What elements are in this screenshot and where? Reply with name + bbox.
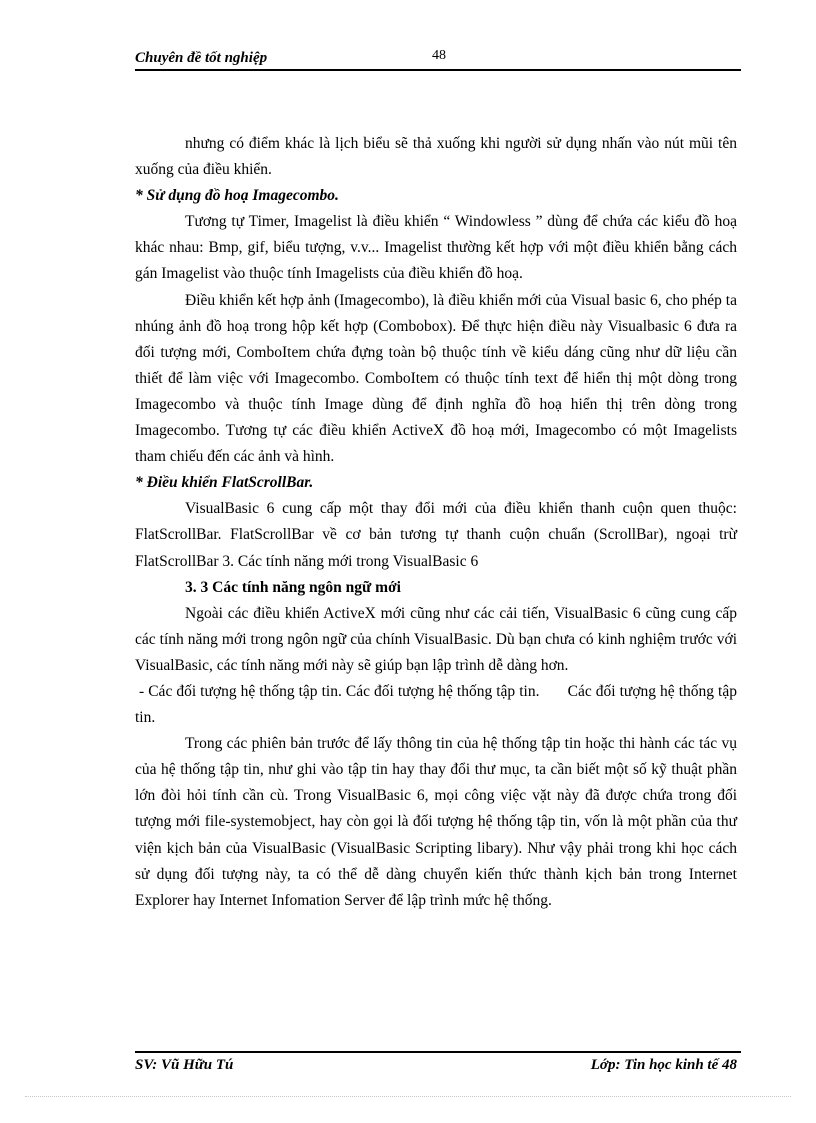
page-header [135,44,741,72]
paragraph-imagelist: Tương tự Timer, Imagelist là điều khiển “ Windowless ” dùng để chứa các kiểu đồ hoạ khác nhau: Bmp, gif, biểu tượng, v.v... Imagelist thường kết hợp với một điều khiển bằng cách gán Imagelist vào thuộc tính Imagelists của điều khiển đồ hoạ. [135,213,737,283]
paragraph-file-system-details: Trong các phiên bản trước để lấy thông tin của hệ thống tập tin hoặc thi hành các tác vụ của hệ thống tập tin, như ghi vào tập tin hay thay đổi thư mục, ta cần biết một số kỹ thuật phần lớn đòi hỏi tính cần cù. Trong VisualBasic 6, mọi công việc vặt này đã được chứa trong đối tượng mới file-systemobject, hay còn gọi là đối tượng hệ thống tập tin, vốn là một phần của thư viện kịch bản của VisualBasic (VisualBasic Scripting libary). Như vậy phải trong khi học cách sử dụng đối tượng này, ta có thể dễ dàng chuyển kiến thức thành kịch bản trong Internet Explorer hay Internet Infomation Server để lập trình mức hệ thống. [135,735,737,909]
section-heading-language-features: 3. 3 Các tính năng ngôn ngữ mới [185,578,401,596]
document-title: Chuyên đề tốt nghiệp [135,50,268,66]
paragraph-imagecombo: Điều khiển kết hợp ảnh (Imagecombo), là điều khiển mới của Visual basic 6, cho phép ta nhúng ảnh đồ hoạ trong hộp kết hợp (Combobox). Để thực hiện điều này Visualbasic 6 đưa ra đối tượng mới, ComboItem chứa đựng toàn bộ thuộc tính về kiểu dáng cũng như dữ liệu cần thiết để làm việc với Imagecombo. ComboItem có thuộc tính text để hiển thị một dòng trong Imagecombo và thuộc tính Image dùng để định nghĩa đồ hoạ hiển thị trên dòng trong Imagecombo. Tương tự các điều khiển ActiveX đồ hoạ mới, Imagecombo có một Imagelists tham chiếu đến các ảnh và hình. [135,291,737,466]
student-name: SV: Vũ Hữu Tú [135,1057,234,1073]
header-rule [135,69,741,71]
paragraph-intro: nhưng có điểm khác là lịch biểu sẽ thả xuống khi người sử dụng nhấn vào nút mũi tên xuống của điều khiển. [135,135,737,179]
section-heading-flatscrollbar: * Điều khiển FlatScrollBar. [135,474,314,492]
page-number: 48 [432,48,446,63]
page-edge-border [25,1096,791,1097]
page-footer [135,1051,741,1081]
class-label: Lớp: Tin học kinh tế 48 [590,1057,737,1073]
section-heading-imagecombo: * Sử dụng đồ hoạ Imagecombo. [135,187,339,205]
document-body [135,131,741,914]
paragraph-flatscrollbar: VisualBasic 6 cung cấp một thay đổi mới của điều khiển thanh cuộn quen thuộc: FlatScrollBar. FlatScrollBar về cơ bản tương tự thanh cuộn chuẩn (ScrollBar), ngoại trừ FlatScrollBar 3. Các tính năng mới trong VisualBasic 6 [135,500,737,570]
footer-rule [135,1051,741,1053]
paragraph-file-system-objects: - Các đối tượng hệ thống tập tin. Các đối tượng hệ thống tập tin. Các đối tượng hệ thống tập tin. [135,682,741,727]
paragraph-language-features: Ngoài các điều khiển ActiveX mới cũng như các cải tiến, VisualBasic 6 cũng cung cấp các tính năng mới trong ngôn ngữ của chính VisualBasic. Dù bạn chưa có kinh nghiệm trước với VisualBasic, các tính năng mới này sẽ giúp bạn lập trình dễ dàng hơn. [135,604,737,674]
